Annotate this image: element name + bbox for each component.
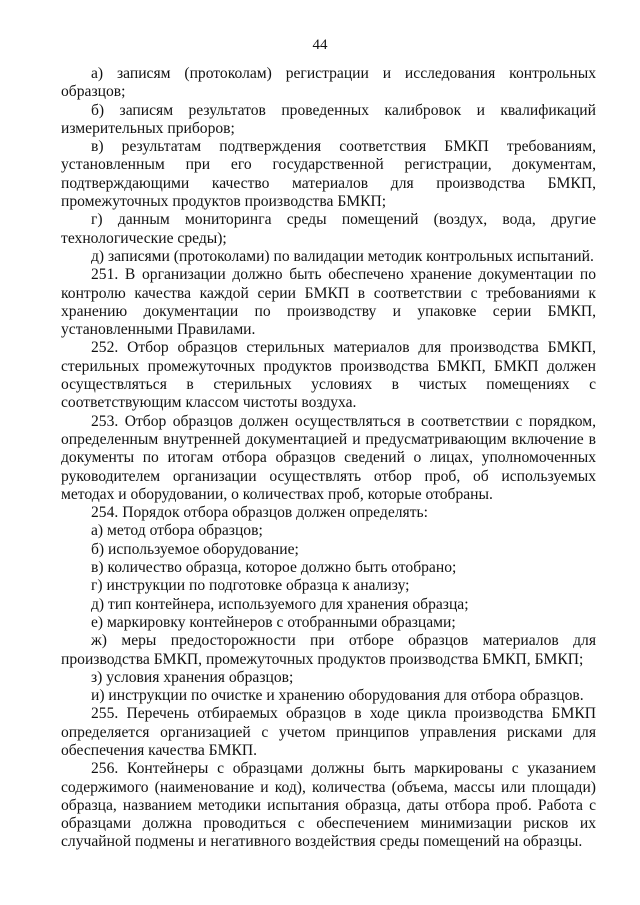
list-item-b-equipment: б) используемое оборудование; — [91, 540, 299, 558]
list-item-d-validation-records: д) записями (протоколами) по валидации методик контрольных испытаний. — [91, 247, 594, 265]
list-item-a-sample-records: а) записям (протоколам) регистрации и исследования контрольных образцов; — [61, 65, 596, 101]
list-item-e-labeling: е) маркировку контейнеров с отобранными образцами; — [91, 613, 456, 631]
list-item-a-sampling-method: а) метод отбора образцов; — [91, 522, 263, 540]
list-item-g-monitoring-data: г) данным мониторинга среды помещений (воздух, вода, другие технологические среды); — [61, 211, 596, 247]
list-item-v-sample-quantity: в) количество образца, которое должно быть отобрано; — [91, 559, 457, 577]
paragraph-252: 252. Отбор образцов стерильных материалов для производства БМКП, стерильных промежуточных продуктов производства БМКП, БМКП должен осуществляться в стерильных условиях в чистых помещениях с соответствующим классом чистоты воздуха. — [61, 339, 596, 412]
list-item-g-preparation: г) инструкции по подготовке образца к анализу; — [91, 577, 410, 595]
paragraph-254: 254. Порядок отбора образцов должен определять: — [91, 504, 428, 522]
list-item-zh-precautions: ж) меры предосторожности при отборе образцов материалов для производства БМКП, промежуточных продуктов производства БМКП, БМКП; — [61, 632, 596, 668]
list-item-v-conformity-results: в) результатам подтверждения соответствия БМКП требованиям, установленным при его государственной регистрации, документам, подтверждающими качество материалов для производства БМКП, промежуточных продуктов производства БМКП; — [61, 138, 596, 211]
page-number: 44 — [312, 37, 328, 53]
document-body — [61, 65, 596, 852]
list-item-d-container-type: д) тип контейнера, используемого для хранения образца; — [91, 595, 469, 613]
paragraph-256: 256. Контейнеры с образцами должны быть маркированы с указанием содержимого (наименование и код), количества (объема, массы или площади) образца, названием методики испытания образца, даты отбора проб. Работа с образцами должна проводиться с обеспечением минимизации рисков их случайной подмены и негативного воздействия среды помещений на образцы. — [61, 760, 596, 851]
paragraph-253: 253. Отбор образцов должен осуществляться в соответствии с порядком, определенным внутренней документацией и предусматривающим включение в документы по итогам отбора образцов сведений о лицах, уполномоченных руководителем организации осуществлять отбор проб, об используемых методах и оборудовании, о количествах проб, которые отобраны. — [61, 412, 596, 503]
paragraph-255: 255. Перечень отбираемых образцов в ходе цикла производства БМКП определяется организацией с учетом принципов управления рисками для обеспечения качества БМКП. — [61, 705, 596, 759]
paragraph-251: 251. В организации должно быть обеспечено хранение документации по контролю качества каждой серии БМКП в соответствии с требованиями к хранению документации по производству и упаковке серии БМКП, установленными Правилами. — [61, 266, 596, 339]
list-item-b-calibration-records: б) записям результатов проведенных калибровок и квалификаций измерительных приборов; — [61, 101, 596, 137]
list-item-z-storage-conditions: з) условия хранения образцов; — [91, 668, 294, 686]
list-item-i-cleaning-instructions: и) инструкции по очистке и хранению оборудования для отбора образцов. — [91, 687, 584, 705]
